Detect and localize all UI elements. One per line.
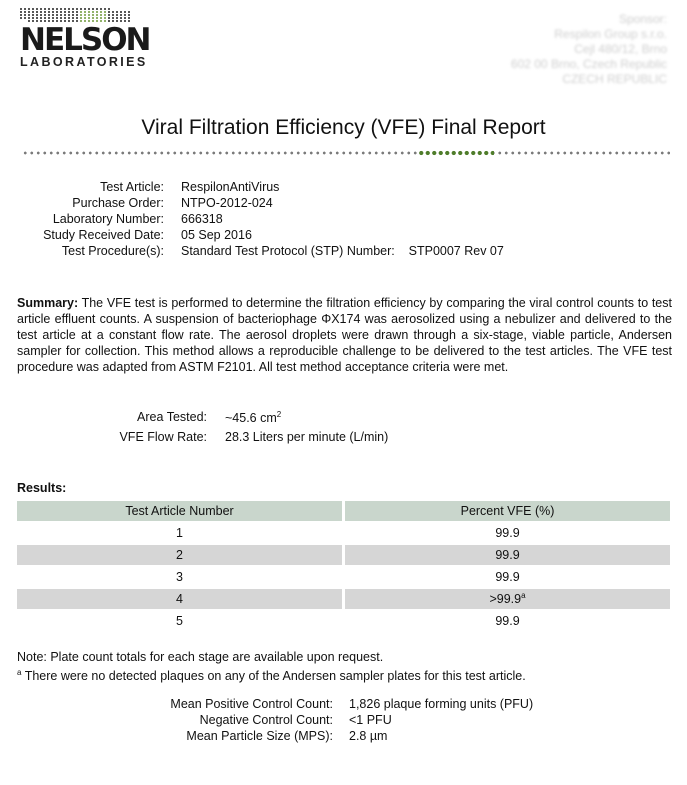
logo-dot	[108, 17, 110, 19]
count-label: Mean Positive Control Count:	[170, 697, 333, 711]
info-value: Standard Test Protocol (STP) Number: STP0007 Rev 07	[181, 244, 504, 258]
logo-dot	[56, 17, 58, 19]
logo-dot	[116, 8, 118, 10]
logo-dot	[28, 8, 30, 10]
logo-dot	[80, 14, 82, 16]
count-label: Negative Control Count:	[199, 713, 333, 727]
logo-dot	[48, 17, 50, 19]
logo-dot	[48, 14, 50, 16]
article-number: 2	[17, 545, 342, 565]
logo-dot	[72, 11, 74, 13]
count-value: <1 PFU	[349, 713, 392, 727]
area-value: ~45.6 $cm^2$	[225, 410, 282, 426]
logo-dot-pattern	[20, 8, 132, 22]
logo-dot	[124, 17, 126, 19]
logo-dot	[100, 11, 102, 13]
results-header-row	[17, 501, 670, 521]
logo-dot	[108, 11, 110, 13]
logo-dot	[28, 11, 30, 13]
address-line: 602 00 Brno, Czech Republic	[510, 57, 667, 71]
logo-dot	[88, 17, 90, 19]
logo-dot	[44, 17, 46, 19]
logo-dot	[128, 14, 130, 16]
logo-dot	[112, 17, 114, 19]
logo-dot	[120, 17, 122, 19]
logo-dot	[72, 14, 74, 16]
logo-dot	[64, 14, 66, 16]
logo-dot	[64, 17, 66, 19]
logo-dot	[52, 8, 54, 10]
article-number: 4	[17, 589, 342, 609]
logo-dot	[92, 11, 94, 13]
table-row	[17, 567, 670, 587]
article-number: 1	[176, 526, 183, 540]
logo-dot	[32, 17, 34, 19]
logo-dot	[80, 11, 82, 13]
nelson-labs-logo	[20, 8, 150, 69]
logo-dot	[60, 11, 62, 13]
note-line: Note: Plate count totals for each stage are available upon request.	[17, 650, 384, 664]
logo-dot	[64, 8, 66, 10]
logo-dot	[64, 11, 66, 13]
logo-dot	[40, 17, 42, 19]
logo-dot	[24, 14, 26, 16]
table-row	[17, 589, 670, 609]
logo-dot	[84, 11, 86, 13]
info-label: Test Article:	[100, 180, 164, 194]
logo-dot	[68, 11, 70, 13]
logo-dot	[76, 8, 78, 10]
footnote-line: $^a$ There were no detected plaques on any of the Andersen sampler plates for this test article.	[17, 668, 526, 684]
vfe-value: 99.9	[495, 614, 520, 629]
area-label: Area Tested:	[137, 410, 207, 424]
logo-dot	[92, 8, 94, 10]
logo-dot	[96, 14, 98, 16]
logo-dot	[96, 17, 98, 19]
logo-dot	[60, 8, 62, 10]
logo-dot	[36, 11, 38, 13]
dotted-divider	[22, 150, 670, 156]
logo-dot	[28, 14, 30, 16]
logo-dot	[100, 14, 102, 16]
logo-dot	[68, 8, 70, 10]
logo-dot	[100, 8, 102, 10]
col-header-vfe: Percent VFE (%)	[345, 501, 670, 521]
logo-dot	[24, 17, 26, 19]
summary-label: Summary:	[17, 296, 79, 310]
logo-dot	[52, 17, 54, 19]
table-row	[17, 611, 670, 631]
logo-dot	[84, 8, 86, 10]
logo-dot	[80, 17, 82, 19]
logo-dot	[48, 8, 50, 10]
vfe-value: >99.9$^a$	[345, 589, 670, 609]
info-value: 666318	[181, 212, 223, 226]
logo-dot	[72, 17, 74, 19]
logo-dot	[120, 14, 122, 16]
logo-dot	[84, 17, 86, 19]
logo-dot	[116, 11, 118, 13]
summary-text: The VFE test is performed to determine the filtration efficiency by comparing the viral control counts to test article effluent counts. A suspension of bacteriophage ΦX174 was aerosolized using a nebulizer and delivered to the test article at a constant flow rate. The aerosol droplets were drawn through a six-stage, viable particle, Andersen sampler for collection. This method allows a reproducible challenge to be delivered to the test articles. The VFE test procedure was adapted from ASTM F2101. All test method acceptance criteria were met.	[17, 296, 672, 374]
logo-dot	[60, 17, 62, 19]
logo-dot	[32, 8, 34, 10]
flow-rate-row	[0, 430, 687, 446]
info-value: RespilonAntiVirus	[181, 180, 280, 194]
logo-dot	[88, 14, 90, 16]
logo-dot	[36, 17, 38, 19]
logo-dot	[84, 14, 86, 16]
logo-dot	[52, 14, 54, 16]
logo-dot	[32, 14, 34, 16]
logo-dot	[112, 8, 114, 10]
logo-dot	[28, 17, 30, 19]
logo-dot	[128, 17, 130, 19]
logo-dot	[20, 14, 22, 16]
info-value: NTPO-2012-024	[181, 196, 273, 210]
vfe-value: 99.9	[495, 570, 520, 585]
logo-dot	[96, 11, 98, 13]
vfe-value: 99.9	[495, 526, 520, 541]
count-value: 1,826 plaque forming units (PFU)	[349, 697, 534, 711]
logo-dot	[100, 17, 102, 19]
logo-dot	[92, 14, 94, 16]
logo-dot	[96, 8, 98, 10]
logo-dot	[56, 14, 58, 16]
address-line: Respilon Group s.r.o.	[554, 27, 667, 41]
logo-dot	[72, 8, 74, 10]
col-header-article: Test Article Number	[17, 501, 342, 521]
article-number: 5	[176, 614, 183, 628]
logo-dot	[88, 11, 90, 13]
table-row	[17, 523, 670, 543]
logo-dot	[36, 8, 38, 10]
logo-dot	[48, 11, 50, 13]
results-heading: Results:	[17, 481, 67, 495]
logo-name: NELSON	[20, 22, 150, 58]
logo-dot	[124, 8, 126, 10]
logo-dot	[76, 17, 78, 19]
info-label: Study Received Date:	[43, 228, 164, 242]
results-table	[14, 499, 673, 633]
logo-dot	[32, 11, 34, 13]
info-value: 05 Sep 2016	[181, 228, 252, 242]
info-label: Test Procedure(s):	[61, 244, 164, 258]
logo-dot	[76, 11, 78, 13]
logo-dot	[112, 14, 114, 16]
logo-dot	[116, 17, 118, 19]
table-row	[17, 545, 670, 565]
logo-dot	[104, 11, 106, 13]
logo-dot	[80, 8, 82, 10]
logo-dot	[68, 14, 70, 16]
logo-dot	[44, 14, 46, 16]
address-line: Cejl 480/12, Brno	[574, 42, 667, 56]
flow-value: 28.3 Liters per minute (L/min)	[225, 430, 389, 444]
logo-dot	[20, 17, 22, 19]
logo-subtitle: LABORATORIES	[20, 55, 148, 69]
address-line: CZECH REPUBLIC	[562, 72, 667, 86]
logo-dot	[120, 8, 122, 10]
count-label: Mean Particle Size (MPS):	[186, 729, 333, 743]
logo-dot	[124, 14, 126, 16]
logo-dot	[88, 8, 90, 10]
logo-dot	[104, 14, 106, 16]
logo-dot	[92, 17, 94, 19]
logo-dot	[128, 8, 130, 10]
logo-dot	[20, 8, 22, 10]
logo-dot	[68, 17, 70, 19]
logo-dot	[20, 11, 22, 13]
article-number: 3	[176, 570, 183, 584]
logo-dot	[116, 14, 118, 16]
logo-dot	[60, 14, 62, 16]
logo-dot	[124, 11, 126, 13]
area-tested-row	[0, 410, 687, 426]
logo-dot	[44, 8, 46, 10]
logo-dot	[120, 11, 122, 13]
logo-dot	[24, 8, 26, 10]
logo-dot	[112, 11, 114, 13]
dotted-divider-accent	[418, 150, 494, 156]
logo-dot	[44, 11, 46, 13]
logo-dot	[104, 17, 106, 19]
logo-dot	[108, 14, 110, 16]
logo-dot	[24, 11, 26, 13]
logo-dot	[52, 11, 54, 13]
logo-dot	[36, 14, 38, 16]
vfe-value: 99.9	[345, 545, 670, 565]
flow-label: VFE Flow Rate:	[119, 430, 207, 444]
count-value: 2.8 µm	[349, 729, 388, 743]
info-label: Purchase Order:	[72, 196, 164, 210]
logo-dot	[108, 8, 110, 10]
info-label: Laboratory Number:	[52, 212, 164, 226]
address-line: Sponsor:	[618, 12, 667, 26]
logo-dot	[40, 11, 42, 13]
report-title: Viral Filtration Efficiency (VFE) Final Report	[141, 116, 546, 139]
logo-dot	[56, 11, 58, 13]
logo-dot	[76, 14, 78, 16]
logo-dot	[56, 8, 58, 10]
logo-dot	[40, 14, 42, 16]
logo-dot	[104, 8, 106, 10]
notes	[17, 649, 526, 684]
logo-dot	[128, 11, 130, 13]
summary-paragraph	[17, 295, 672, 375]
sponsor-address	[511, 12, 667, 87]
logo-dot	[40, 8, 42, 10]
